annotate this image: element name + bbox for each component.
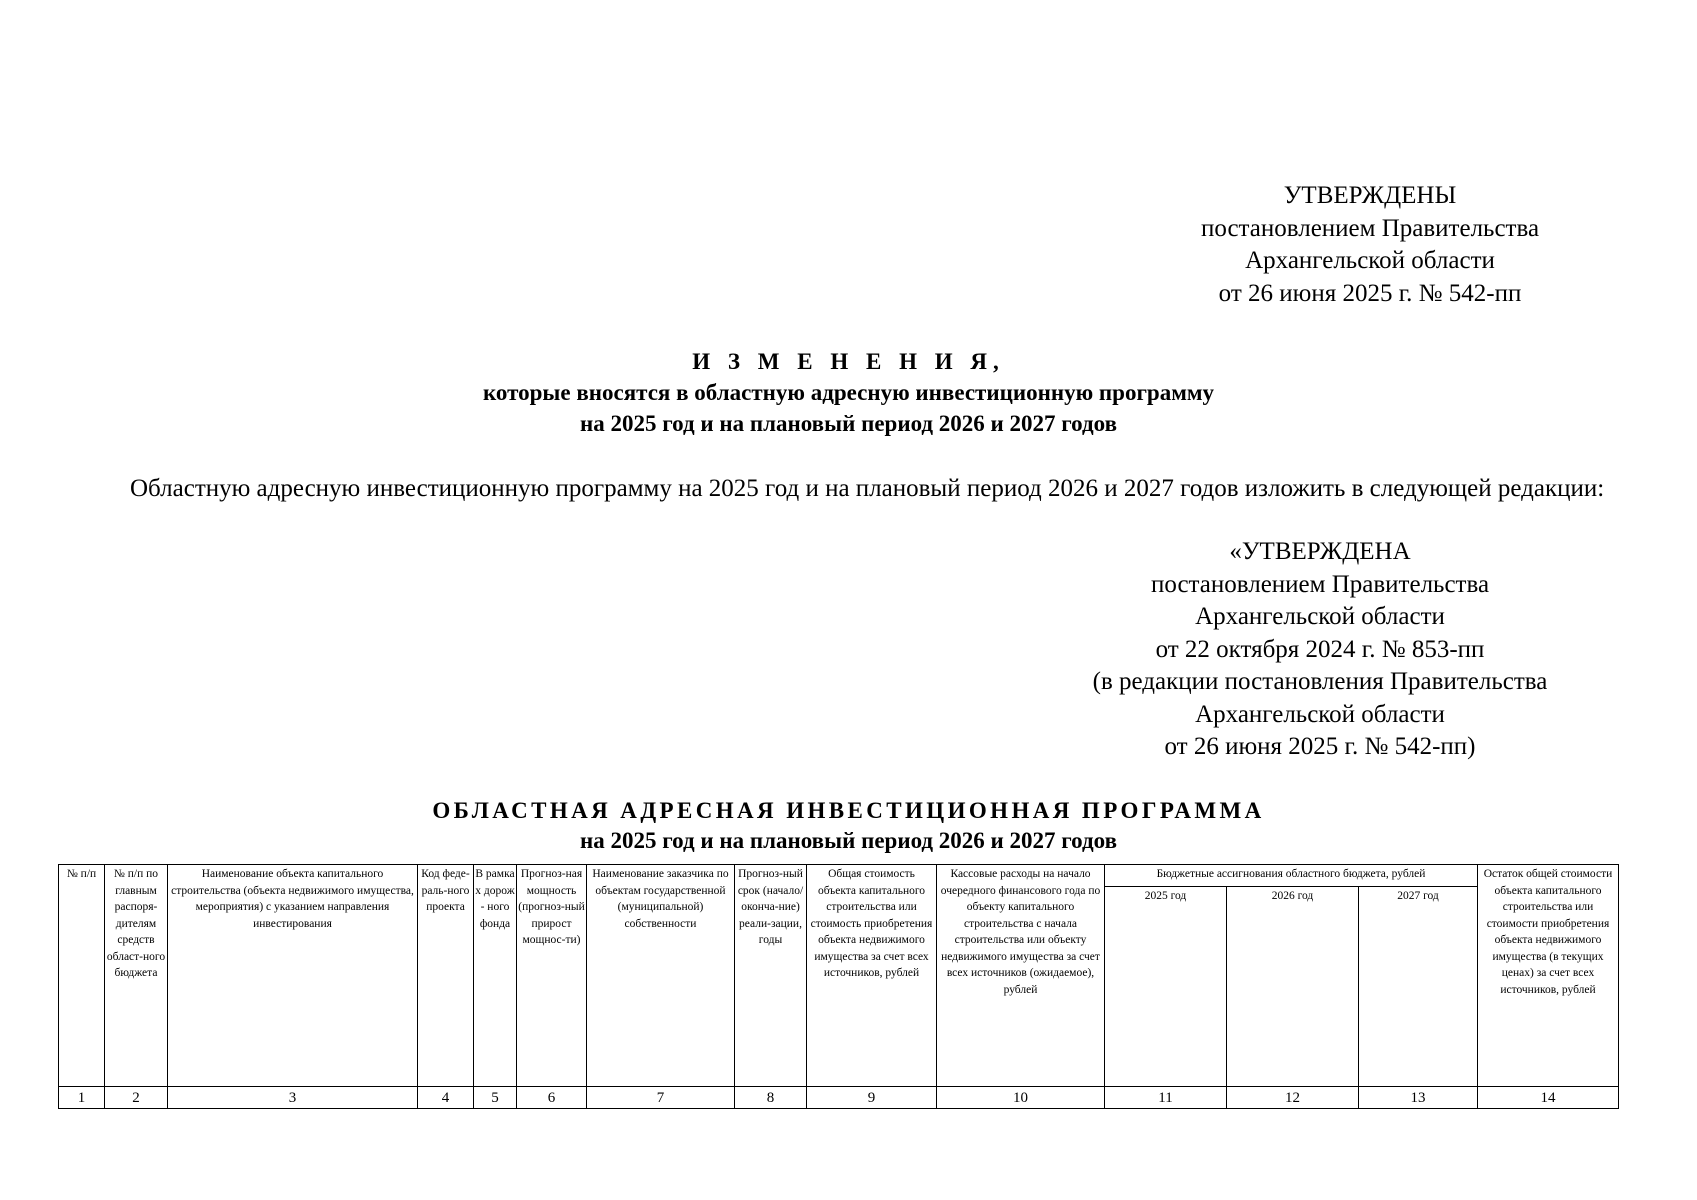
- changes-title: И З М Е Н Е Н И Я,: [692, 349, 1005, 374]
- program-subtitle: на 2025 год и на плановый период 2026 и 2027 годов: [580, 828, 1117, 853]
- program-heading: [0, 796, 1697, 856]
- column-number-cell: 5: [474, 1087, 517, 1109]
- approval-line: от 26 июня 2025 г. № 542-пп: [1218, 279, 1522, 307]
- approval-line: постановлением Правительства: [1150, 570, 1490, 598]
- column-number-cell: 11: [1105, 1087, 1227, 1109]
- changes-subtitle-line1: которые вносятся в областную адресную инвестиционную программу: [482, 380, 1215, 405]
- approval-stamp-quote: [1040, 536, 1600, 764]
- header-cell-customer: Наименование заказчика по объектам государственной (муниципальной) собственности: [587, 865, 735, 1087]
- approval-line: Архангельской области: [1245, 247, 1495, 274]
- header-cell-cash-expenses: Кассовые расходы на начало очередного финансового года по объекту капитального строительства с начала строительства или объекту недвижимого имущества за счет всех источников (ожидаемое), рублей: [937, 865, 1105, 1087]
- column-number-cell: 8: [735, 1087, 807, 1109]
- column-number-row: [59, 1087, 1619, 1109]
- header-cell-year-2025: 2025 год: [1105, 887, 1227, 1087]
- header-cell-year-2026: 2026 год: [1227, 887, 1359, 1087]
- column-number-cell: 10: [937, 1087, 1105, 1109]
- approval-line: УТВЕРЖДЕНЫ: [1283, 182, 1457, 209]
- approval-line: от 26 июня 2025 г. № 542-пп): [1164, 733, 1476, 760]
- approval-line: постановлением Правительства: [1200, 214, 1540, 242]
- column-number-cell: 6: [517, 1087, 587, 1109]
- header-cell-timeline: Прогноз-ный срок (начало/ оконча-ние) реали-зации, годы: [735, 865, 807, 1087]
- approval-line: (в редакции постановления Правительства: [1092, 668, 1548, 695]
- header-cell-number: № п/п: [59, 865, 105, 1087]
- table-header-row: [59, 865, 1619, 887]
- approval-stamp-top: [1160, 180, 1580, 310]
- approval-line: Архангельской области: [1195, 700, 1445, 728]
- column-number-cell: 4: [418, 1087, 474, 1109]
- column-number-cell: 14: [1478, 1087, 1619, 1109]
- header-cell-total-cost: Общая стоимость объекта капитального строительства или стоимость приобретения объекта недвижимого имущества за счет всех источников, рублей: [807, 865, 937, 1087]
- approval-line: «УТВЕРЖДЕНА: [1229, 538, 1411, 565]
- changes-heading: [0, 347, 1697, 439]
- approval-line: Архангельской области: [1195, 603, 1445, 630]
- changes-subtitle-line2: на 2025 год и на плановый период 2026 и 2027 годов: [580, 411, 1117, 436]
- intro-paragraph: Областную адресную инвестиционную программу на 2025 год и на плановый период 2026 и 2027 годов изложить в следующей редакции:: [130, 475, 1605, 502]
- header-cell-manager-number: № п/п по главным распоря-дителям средств област-ного бюджета: [105, 865, 168, 1087]
- column-number-cell: 7: [587, 1087, 735, 1109]
- column-number-cell: 12: [1227, 1087, 1359, 1109]
- header-cell-road-fund: В рамка х дорож - ного фонда: [474, 865, 517, 1087]
- header-cell-federal-project-code: Код феде-раль-ного проекта: [418, 865, 474, 1087]
- program-table: [58, 864, 1619, 1109]
- header-cell-year-2027: 2027 год: [1359, 887, 1478, 1087]
- header-cell-capacity: Прогноз-ная мощность (прогноз-ный прирост мощнос-ти): [517, 865, 587, 1087]
- column-number-cell: 13: [1359, 1087, 1478, 1109]
- program-title: ОБЛАСТНАЯ АДРЕСНАЯ ИНВЕСТИЦИОННАЯ ПРОГРАММА: [432, 798, 1265, 823]
- column-number-cell: 9: [807, 1087, 937, 1109]
- header-cell-object-name: Наименование объекта капитального строительства (объекта недвижимого имущества, мероприятия) с указанием направления инвестирования: [168, 865, 418, 1087]
- approval-line: от 22 октября 2024 г. № 853-пп: [1155, 635, 1485, 663]
- header-cell-budget-group: Бюджетные ассигнования областного бюджета, рублей: [1105, 865, 1478, 887]
- header-cell-remaining-cost: Остаток общей стоимости объекта капитального строительства или стоимости приобретения объекта недвижимого имущества (в текущих ценах) за счет всех источников, рублей: [1478, 865, 1619, 1087]
- column-number-cell: 2: [105, 1087, 168, 1109]
- column-number-cell: 3: [168, 1087, 418, 1109]
- column-number-cell: 1: [59, 1087, 105, 1109]
